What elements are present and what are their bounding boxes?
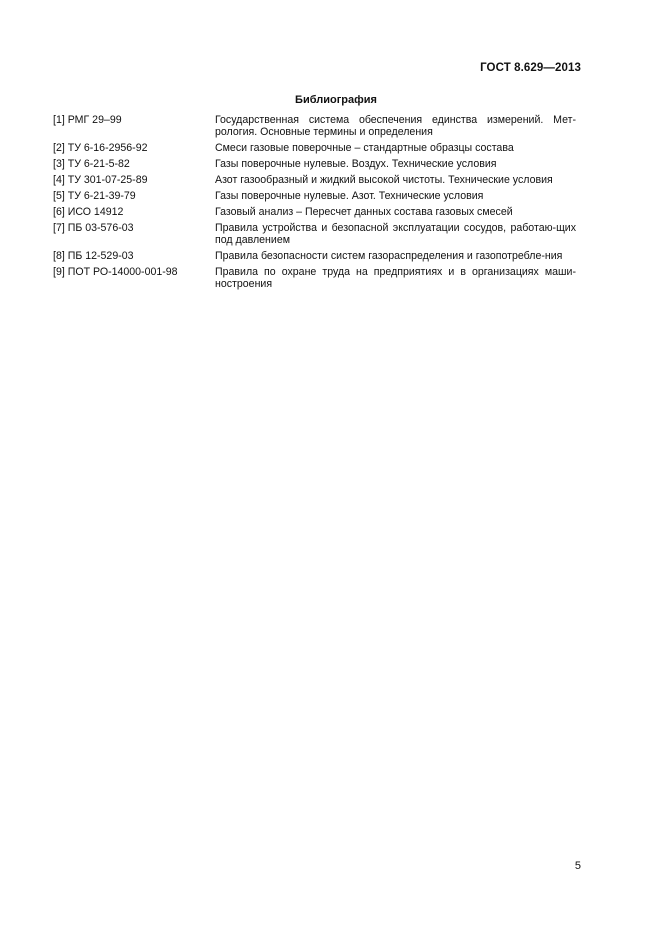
entry-reference: [7] ПБ 03-576-03 [53, 222, 134, 234]
entry-reference: [6] ИСО 14912 [53, 206, 124, 218]
bibliography-entry [53, 174, 576, 186]
entry-description: Смеси газовые поверочные – стандартные образцы состава [215, 142, 514, 154]
bibliography-entry [53, 158, 576, 170]
bibliography-entry [53, 266, 576, 290]
entry-reference: [4] ТУ 301-07-25-89 [53, 174, 148, 186]
bibliography-list [53, 114, 576, 294]
bibliography-entry [53, 190, 576, 202]
entry-reference: [5] ТУ 6-21-39-79 [53, 190, 136, 202]
bibliography-entry [53, 114, 576, 138]
entry-description: Правила устройства и безопасной эксплуатации сосудов, работаю-щих под давлением [215, 222, 576, 246]
entry-description: Правила безопасности систем газораспределения и газопотребле-ния [215, 250, 563, 262]
standard-code: ГОСТ 8.629—2013 [480, 62, 581, 74]
entry-reference: [2] ТУ 6-16-2956-92 [53, 142, 148, 154]
entry-reference: [3] ТУ 6-21-5-82 [53, 158, 130, 170]
page-number: 5 [574, 860, 581, 872]
entry-description: Газовый анализ – Пересчет данных состава газовых смесей [215, 206, 513, 218]
entry-reference: [1] РМГ 29–99 [53, 114, 122, 126]
bibliography-entry [53, 250, 576, 262]
bibliography-entry [53, 222, 576, 246]
entry-description: Газы поверочные нулевые. Азот. Технические условия [215, 190, 484, 202]
entry-description: Государственная система обеспечения единства измерений. Мет-рология. Основные термины и определения [215, 114, 576, 138]
entry-description: Правила по охране труда на предприятиях и в организациях маши-ностроения [215, 266, 576, 290]
bibliography-entry [53, 142, 576, 154]
entry-reference: [8] ПБ 12-529-03 [53, 250, 134, 262]
entry-reference: [9] ПОТ РО-14000-001-98 [53, 266, 178, 278]
entry-description: Газы поверочные нулевые. Воздух. Технические условия [215, 158, 497, 170]
bibliography-entry [53, 206, 576, 218]
bibliography-title: Библиография [295, 94, 377, 106]
entry-description: Азот газообразный и жидкий высокой чистоты. Технические условия [215, 174, 553, 186]
